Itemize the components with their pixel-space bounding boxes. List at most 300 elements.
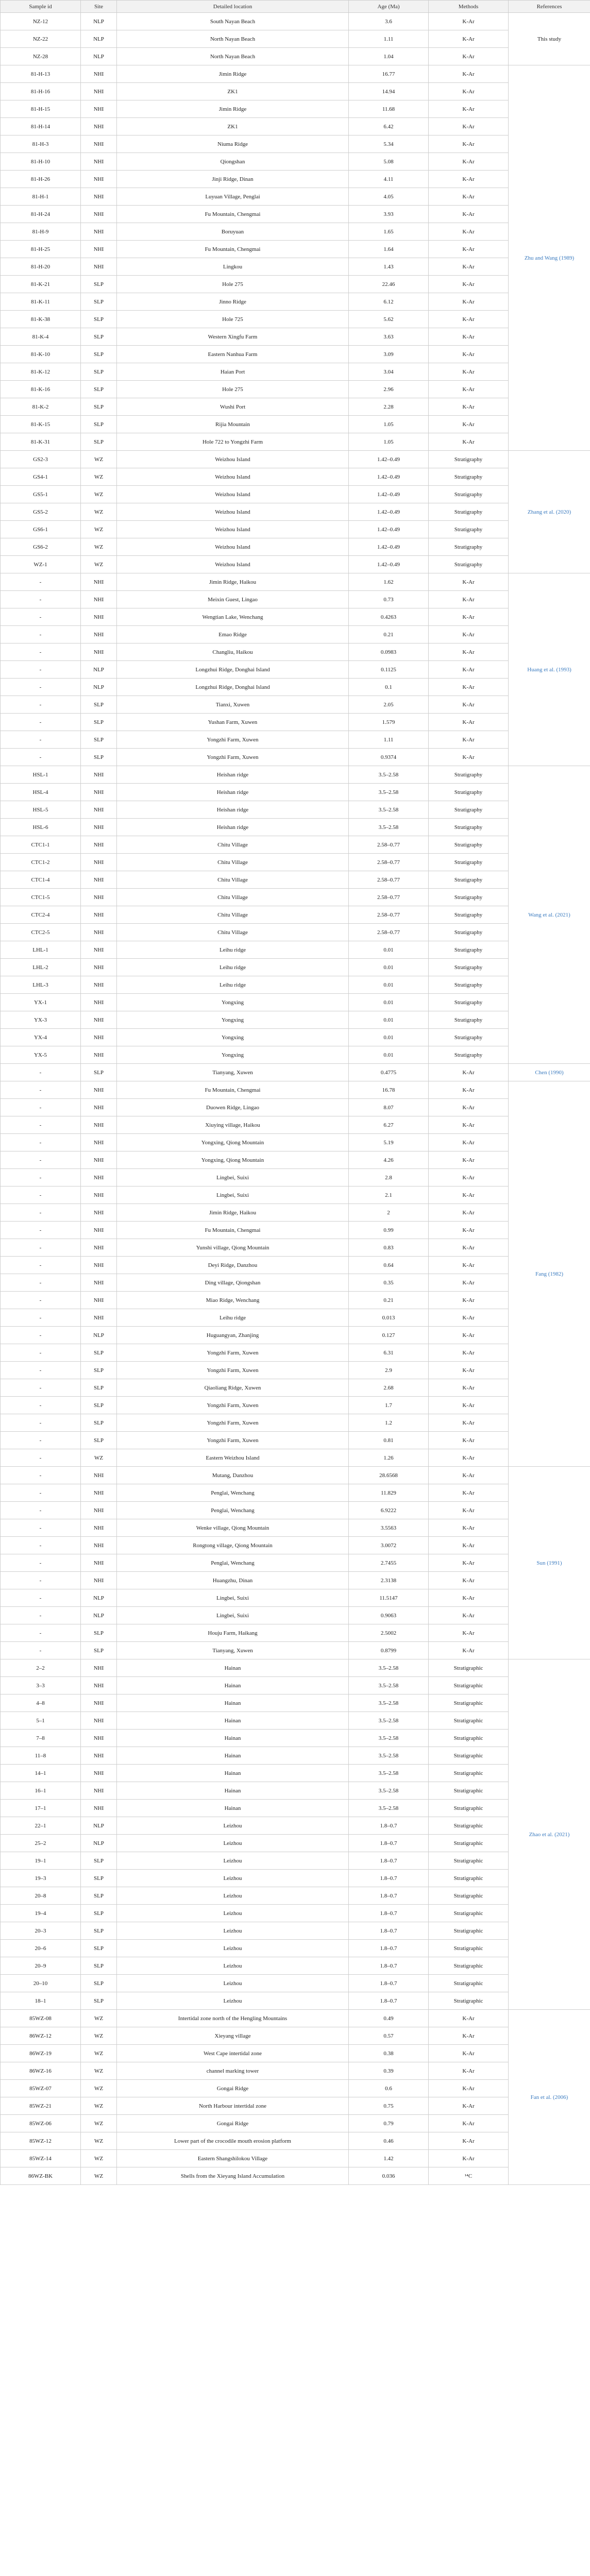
sample-id-cell: -	[1, 749, 81, 766]
sample-id-cell: 22–1	[1, 1817, 81, 1835]
sample-id-cell: 19–4	[1, 1905, 81, 1922]
location-cell: Mutang, Danzhou	[117, 1467, 349, 1484]
age-cell: 0.49	[349, 2010, 429, 2027]
site-cell: NLP	[81, 48, 117, 65]
sample-id-cell: 81-K-16	[1, 381, 81, 398]
location-cell: Meixin Guest, Lingao	[117, 591, 349, 608]
sample-id-cell: 11–8	[1, 1747, 81, 1765]
age-cell: 3.09	[349, 346, 429, 363]
site-cell: NHI	[81, 819, 117, 836]
age-cell: 3.5–2.58	[349, 1694, 429, 1712]
age-cell: 0.9063	[349, 1607, 429, 1624]
table-row	[1, 1765, 590, 1782]
table-row	[1, 451, 590, 468]
site-cell: SLP	[81, 328, 117, 346]
site-cell: WZ	[81, 1449, 117, 1467]
site-cell: WZ	[81, 2132, 117, 2150]
method-cell: K-Ar	[429, 1362, 509, 1379]
site-cell: SLP	[81, 1362, 117, 1379]
site-cell: NHI	[81, 1747, 117, 1765]
age-cell: 0.01	[349, 994, 429, 1011]
method-cell: K-Ar	[429, 65, 509, 83]
location-cell: West Cape intertidal zone	[117, 2045, 349, 2062]
method-cell: K-Ar	[429, 1239, 509, 1257]
table-row	[1, 1537, 590, 1554]
age-cell: 1.8–0.7	[349, 1817, 429, 1835]
sample-id-cell: -	[1, 1064, 81, 1081]
method-cell: Stratigraphy	[429, 1046, 509, 1064]
sample-id-cell: -	[1, 1292, 81, 1309]
method-cell: Stratigraphy	[429, 1011, 509, 1029]
sample-id-cell: 86WZ-16	[1, 2062, 81, 2080]
site-cell: NHI	[81, 1730, 117, 1747]
sample-id-cell: 7–8	[1, 1730, 81, 1747]
method-cell: Stratigraphy	[429, 521, 509, 538]
table-row	[1, 836, 590, 854]
table-row	[1, 2115, 590, 2132]
location-cell: Ding village, Qiongshan	[117, 1274, 349, 1292]
age-cell: 3.5–2.58	[349, 1765, 429, 1782]
method-cell: K-Ar	[429, 13, 509, 30]
age-cell: 3.63	[349, 328, 429, 346]
method-cell: Stratigraphic	[429, 1975, 509, 1992]
sample-id-cell: 81-K-4	[1, 328, 81, 346]
table-row	[1, 1169, 590, 1187]
table-body	[1, 13, 590, 2185]
column-header-methods: Methods	[429, 1, 509, 13]
location-cell: Lingbei, Suixi	[117, 1607, 349, 1624]
location-cell: Tianyang, Xuwen	[117, 1064, 349, 1081]
site-cell: NLP	[81, 661, 117, 679]
table-row	[1, 2167, 590, 2185]
age-cell: 6.9222	[349, 1502, 429, 1519]
age-cell: 11.829	[349, 1484, 429, 1502]
method-cell: K-Ar	[429, 1397, 509, 1414]
site-cell: SLP	[81, 346, 117, 363]
table-row	[1, 188, 590, 206]
table-row	[1, 83, 590, 100]
age-cell: 5.19	[349, 1134, 429, 1151]
table-row	[1, 1029, 590, 1046]
table-row	[1, 749, 590, 766]
method-cell: Stratigraphic	[429, 1694, 509, 1712]
location-cell: Fu Mountain, Chengmai	[117, 1081, 349, 1099]
location-cell: Lower part of the crocodile mouth erosion platform	[117, 2132, 349, 2150]
sample-id-cell: 20–10	[1, 1975, 81, 1992]
sample-id-cell: -	[1, 1204, 81, 1222]
method-cell: Stratigraphy	[429, 468, 509, 486]
sample-id-cell: CTC1-4	[1, 871, 81, 889]
location-cell: Longzhui Ridge, Donghai Island	[117, 661, 349, 679]
method-cell: K-Ar	[429, 328, 509, 346]
sample-id-cell: 16–1	[1, 1782, 81, 1800]
location-cell: North Nayan Beach	[117, 30, 349, 48]
sample-id-cell: -	[1, 1257, 81, 1274]
site-cell: WZ	[81, 2010, 117, 2027]
reference-link[interactable]: Huang et al. (1993)	[509, 573, 590, 766]
method-cell: Stratigraphy	[429, 451, 509, 468]
location-cell: Yongzhi Farm, Xuwen	[117, 1362, 349, 1379]
sample-id-cell: -	[1, 1187, 81, 1204]
sample-id-cell: YX-1	[1, 994, 81, 1011]
method-cell: Stratigraphic	[429, 1747, 509, 1765]
method-cell: Stratigraphy	[429, 784, 509, 801]
sample-id-cell: 81-H-9	[1, 223, 81, 241]
sample-id-cell: 81-K-31	[1, 433, 81, 451]
sample-id-cell: CTC2-4	[1, 906, 81, 924]
age-cell: 3.5–2.58	[349, 1730, 429, 1747]
location-cell: Eastern Shangshilokou Village	[117, 2150, 349, 2167]
table-row	[1, 153, 590, 171]
location-cell: Leihu ridge	[117, 1309, 349, 1327]
sample-id-cell: 81-H-26	[1, 171, 81, 188]
site-cell: NLP	[81, 679, 117, 696]
sample-id-cell: 18–1	[1, 1992, 81, 2010]
method-cell: K-Ar	[429, 2062, 509, 2080]
age-cell: 0.99	[349, 1222, 429, 1239]
table-row	[1, 1589, 590, 1607]
site-cell: SLP	[81, 1887, 117, 1905]
table-row	[1, 223, 590, 241]
site-cell: NHI	[81, 871, 117, 889]
sample-id-cell: -	[1, 1116, 81, 1134]
table-row	[1, 2080, 590, 2097]
reference-link[interactable]: Fang (1982)	[509, 1081, 590, 1467]
age-cell: 1.579	[349, 714, 429, 731]
location-cell: Leizhou	[117, 1870, 349, 1887]
site-cell: SLP	[81, 1432, 117, 1449]
age-cell: 0.01	[349, 1029, 429, 1046]
table-header	[1, 1, 590, 13]
method-cell: K-Ar	[429, 1204, 509, 1222]
sample-id-cell: GS6-1	[1, 521, 81, 538]
table-row	[1, 1712, 590, 1730]
method-cell: K-Ar	[429, 2097, 509, 2115]
sample-id-cell: 2–2	[1, 1659, 81, 1677]
method-cell: Stratigraphic	[429, 1957, 509, 1975]
sample-id-cell: GS5-2	[1, 503, 81, 521]
site-cell: SLP	[81, 381, 117, 398]
site-cell: SLP	[81, 714, 117, 731]
reference-link[interactable]: Zhao et al. (2021)	[509, 1659, 590, 2010]
method-cell: Stratigraphy	[429, 854, 509, 871]
age-cell: 1.11	[349, 731, 429, 749]
method-cell: K-Ar	[429, 749, 509, 766]
age-cell: 2.7455	[349, 1554, 429, 1572]
site-cell: WZ	[81, 2045, 117, 2062]
location-cell: Yongxing, Qiong Mountain	[117, 1134, 349, 1151]
table-row	[1, 1011, 590, 1029]
location-cell: Western Xingfu Farm	[117, 328, 349, 346]
reference-link[interactable]: Zhu and Wang (1989)	[509, 65, 590, 451]
site-cell: SLP	[81, 1957, 117, 1975]
age-cell: 0.57	[349, 2027, 429, 2045]
age-cell: 0.83	[349, 1239, 429, 1257]
site-cell: NHI	[81, 1011, 117, 1029]
age-cell: 1.8–0.7	[349, 1992, 429, 2010]
method-cell: Stratigraphic	[429, 1887, 509, 1905]
sample-id-cell: 85WZ-14	[1, 2150, 81, 2167]
table-row	[1, 171, 590, 188]
site-cell: NHI	[81, 573, 117, 591]
location-cell: Yongxing	[117, 1046, 349, 1064]
table-row	[1, 1502, 590, 1519]
site-cell: NHI	[81, 135, 117, 153]
age-cell: 5.62	[349, 311, 429, 328]
table-row	[1, 2132, 590, 2150]
location-cell: Haian Port	[117, 363, 349, 381]
site-cell: NHI	[81, 1765, 117, 1782]
reference-link[interactable]: Fan et al. (2006)	[509, 2010, 590, 2185]
site-cell: NHI	[81, 1292, 117, 1309]
column-header-age: Age (Ma)	[349, 1, 429, 13]
method-cell: K-Ar	[429, 696, 509, 714]
method-cell: K-Ar	[429, 363, 509, 381]
method-cell: K-Ar	[429, 171, 509, 188]
location-cell: Yongzhi Farm, Xuwen	[117, 749, 349, 766]
table-row	[1, 1554, 590, 1572]
method-cell: Stratigraphy	[429, 801, 509, 819]
sample-id-cell: -	[1, 1344, 81, 1362]
site-cell: NHI	[81, 1712, 117, 1730]
age-cell: 0.1125	[349, 661, 429, 679]
site-cell: NHI	[81, 643, 117, 661]
method-cell: Stratigraphy	[429, 924, 509, 941]
table-row	[1, 1922, 590, 1940]
method-cell: K-Ar	[429, 1169, 509, 1187]
column-header-detailed-location: Detailed location	[117, 1, 349, 13]
sample-id-cell: HSL-6	[1, 819, 81, 836]
method-cell: K-Ar	[429, 135, 509, 153]
age-cell: 1.8–0.7	[349, 1887, 429, 1905]
location-cell: Yongzhi Farm, Xuwen	[117, 1432, 349, 1449]
sample-id-cell: 85WZ-06	[1, 2115, 81, 2132]
method-cell: K-Ar	[429, 83, 509, 100]
table-row	[1, 679, 590, 696]
site-cell: WZ	[81, 2115, 117, 2132]
age-cell: 0.21	[349, 626, 429, 643]
age-cell: 1.62	[349, 573, 429, 591]
table-row	[1, 206, 590, 223]
location-cell: Yushan Farm, Xuwen	[117, 714, 349, 731]
location-cell: Yongzhi Farm, Xuwen	[117, 1397, 349, 1414]
sample-id-cell: -	[1, 626, 81, 643]
table-row	[1, 503, 590, 521]
column-header-references: References	[509, 1, 590, 13]
site-cell: NHI	[81, 1239, 117, 1257]
location-cell: Hainan	[117, 1747, 349, 1765]
table-row	[1, 1081, 590, 1099]
age-cell: 16.78	[349, 1081, 429, 1099]
site-cell: NHI	[81, 153, 117, 171]
table-row	[1, 1414, 590, 1432]
location-cell: Heishan ridge	[117, 784, 349, 801]
table-row	[1, 696, 590, 714]
reference-link[interactable]: Sun (1991)	[509, 1467, 590, 1659]
location-cell: Jinno Ridge	[117, 293, 349, 311]
site-cell: NHI	[81, 1046, 117, 1064]
sample-id-cell: 81-K-2	[1, 398, 81, 416]
sample-id-cell: -	[1, 1519, 81, 1537]
method-cell: Stratigraphy	[429, 556, 509, 573]
method-cell: K-Ar	[429, 626, 509, 643]
sample-id-cell: -	[1, 714, 81, 731]
table-row	[1, 1870, 590, 1887]
sample-id-cell: -	[1, 608, 81, 626]
age-cell: 1.26	[349, 1449, 429, 1467]
column-header-sample-id: Sample id	[1, 1, 81, 13]
table-row	[1, 1642, 590, 1659]
location-cell: Chitu Village	[117, 906, 349, 924]
sample-id-cell: -	[1, 1502, 81, 1519]
sample-id-cell: -	[1, 1222, 81, 1239]
method-cell: Stratigraphy	[429, 871, 509, 889]
location-cell: Weizhou Island	[117, 486, 349, 503]
sample-id-cell: -	[1, 731, 81, 749]
method-cell: Stratigraphy	[429, 486, 509, 503]
site-cell: SLP	[81, 311, 117, 328]
age-cell: 1.04	[349, 48, 429, 65]
location-cell: Eastern Weizhou Island	[117, 1449, 349, 1467]
site-cell: NHI	[81, 206, 117, 223]
site-cell: WZ	[81, 2080, 117, 2097]
method-cell: K-Ar	[429, 416, 509, 433]
site-cell: WZ	[81, 2062, 117, 2080]
method-cell: ¹⁴C	[429, 2167, 509, 2185]
age-cell: 1.11	[349, 30, 429, 48]
sample-id-cell: -	[1, 1151, 81, 1169]
sample-id-cell: -	[1, 661, 81, 679]
sample-id-cell: -	[1, 1467, 81, 1484]
site-cell: NHI	[81, 976, 117, 994]
method-cell: Stratigraphic	[429, 1730, 509, 1747]
location-cell: Yongxing, Qiong Mountain	[117, 1151, 349, 1169]
location-cell: channel marking tower	[117, 2062, 349, 2080]
method-cell: K-Ar	[429, 1502, 509, 1519]
site-cell: NHI	[81, 1257, 117, 1274]
age-cell: 4.11	[349, 171, 429, 188]
location-cell: Changliu, Haikou	[117, 643, 349, 661]
table-row	[1, 1519, 590, 1537]
site-cell: NHI	[81, 241, 117, 258]
table-row	[1, 2045, 590, 2062]
location-cell: Miao Ridge, Wenchang	[117, 1292, 349, 1309]
sample-id-cell: NZ-28	[1, 48, 81, 65]
method-cell: K-Ar	[429, 48, 509, 65]
age-cell: 2.58–0.77	[349, 889, 429, 906]
table-row	[1, 241, 590, 258]
sample-id-cell: -	[1, 1081, 81, 1099]
age-cell: 4.05	[349, 188, 429, 206]
age-cell: 0.9374	[349, 749, 429, 766]
site-cell: NHI	[81, 1554, 117, 1572]
sample-id-cell: 19–3	[1, 1870, 81, 1887]
site-cell: NHI	[81, 223, 117, 241]
reference-link[interactable]: Wang et al. (2021)	[509, 766, 590, 1064]
age-cell: 1.2	[349, 1414, 429, 1432]
age-cell: 3.5–2.58	[349, 766, 429, 784]
sample-id-cell: 4–8	[1, 1694, 81, 1712]
table-row	[1, 1292, 590, 1309]
site-cell: NLP	[81, 1607, 117, 1624]
sample-id-cell: -	[1, 1484, 81, 1502]
sample-id-cell: CTC1-1	[1, 836, 81, 854]
age-cell: 0.0983	[349, 643, 429, 661]
reference-link[interactable]: Zhang et al. (2020)	[509, 451, 590, 573]
site-cell: WZ	[81, 538, 117, 556]
age-cell: 2.05	[349, 696, 429, 714]
sample-id-cell: -	[1, 1309, 81, 1327]
location-cell: Huangzhu, Dinan	[117, 1572, 349, 1589]
sample-id-cell: 81-H-15	[1, 100, 81, 118]
location-cell: Eastern Nanhua Farm	[117, 346, 349, 363]
sample-id-cell: GS4-1	[1, 468, 81, 486]
location-cell: Hainan	[117, 1694, 349, 1712]
method-cell: K-Ar	[429, 258, 509, 276]
site-cell: NHI	[81, 188, 117, 206]
age-cell: 0.73	[349, 591, 429, 608]
method-cell: K-Ar	[429, 311, 509, 328]
method-cell: K-Ar	[429, 1379, 509, 1397]
method-cell: K-Ar	[429, 2115, 509, 2132]
site-cell: SLP	[81, 731, 117, 749]
method-cell: K-Ar	[429, 1116, 509, 1134]
sample-id-cell: 81-K-21	[1, 276, 81, 293]
location-cell: Heishan ridge	[117, 766, 349, 784]
location-cell: Leizhou	[117, 1887, 349, 1905]
method-cell: K-Ar	[429, 1309, 509, 1327]
age-cell: 3.5–2.58	[349, 819, 429, 836]
location-cell: Xieyang village	[117, 2027, 349, 2045]
location-cell: Wushi Port	[117, 398, 349, 416]
site-cell: NLP	[81, 1817, 117, 1835]
age-cell: 3.5–2.58	[349, 1800, 429, 1817]
location-cell: Chitu Village	[117, 836, 349, 854]
location-cell: Wenke village, Qiong Mountain	[117, 1519, 349, 1537]
age-cell: 16.77	[349, 65, 429, 83]
table-row	[1, 1694, 590, 1712]
reference-link[interactable]: Chen (1990)	[509, 1064, 590, 1081]
site-cell: NHI	[81, 1537, 117, 1554]
method-cell: Stratigraphy	[429, 836, 509, 854]
location-cell: Chitu Village	[117, 871, 349, 889]
site-cell: SLP	[81, 416, 117, 433]
location-cell: Jimin Ridge	[117, 100, 349, 118]
site-cell: NHI	[81, 1099, 117, 1116]
age-cell: 1.42–0.49	[349, 503, 429, 521]
method-cell: K-Ar	[429, 1292, 509, 1309]
site-cell: NHI	[81, 1222, 117, 1239]
table-row	[1, 1624, 590, 1642]
age-cell: 3.5–2.58	[349, 1677, 429, 1694]
method-cell: K-Ar	[429, 1187, 509, 1204]
age-cell: 6.12	[349, 293, 429, 311]
method-cell: K-Ar	[429, 1274, 509, 1292]
site-cell: WZ	[81, 503, 117, 521]
site-cell: NHI	[81, 1782, 117, 1800]
table-row	[1, 1484, 590, 1502]
location-cell: Jimin Ridge, Haikou	[117, 573, 349, 591]
age-cell: 11.68	[349, 100, 429, 118]
age-cell: 3.5–2.58	[349, 1747, 429, 1765]
sample-id-cell: 20–9	[1, 1957, 81, 1975]
age-cell: 2.68	[349, 1379, 429, 1397]
age-cell: 2.96	[349, 381, 429, 398]
site-cell: SLP	[81, 1975, 117, 1992]
age-cell: 5.08	[349, 153, 429, 171]
site-cell: SLP	[81, 363, 117, 381]
site-cell: NHI	[81, 1502, 117, 1519]
